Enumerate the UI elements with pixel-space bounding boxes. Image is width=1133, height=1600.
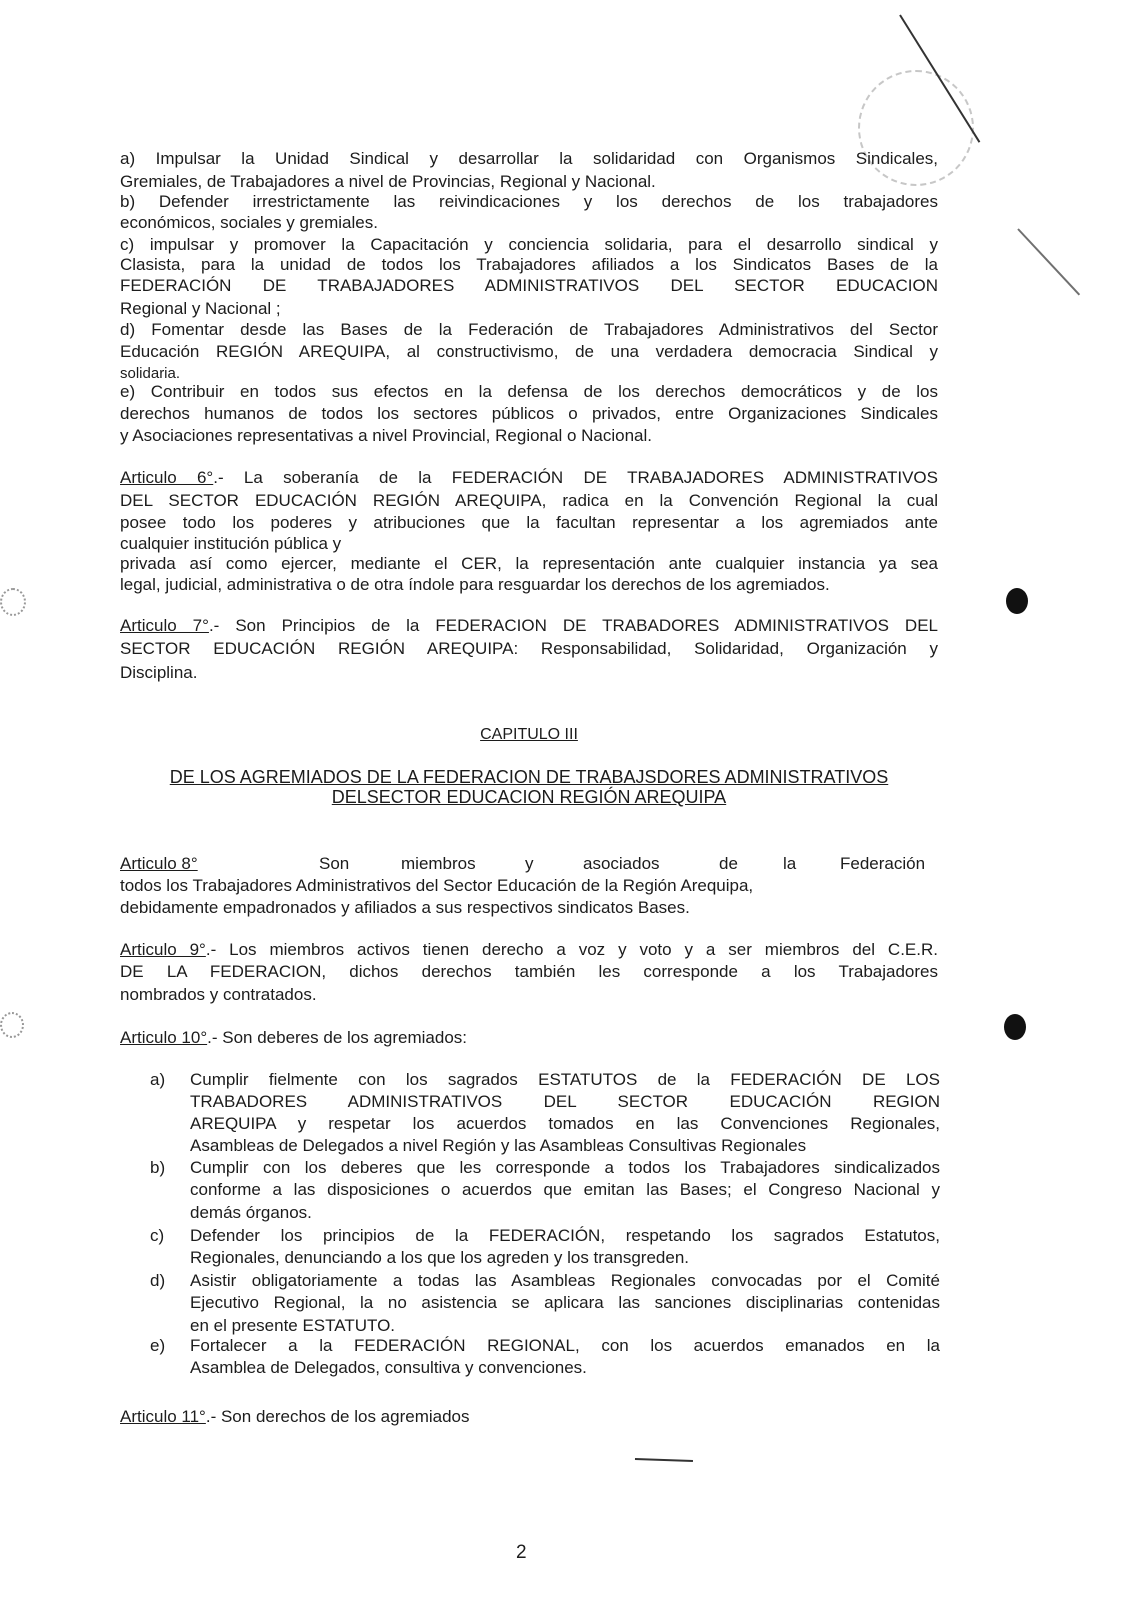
article-8-word: Son — [319, 854, 350, 873]
intro-item-e-line-2: derechos humanos de todos los sectores públicos o privados, entre Organizaciones Sindicales — [120, 404, 938, 423]
article-6-heading: Articulo 6° — [120, 468, 214, 487]
article-8-word: miembros — [401, 854, 476, 873]
punch-hole-mark — [1006, 588, 1028, 614]
duty-item-line: Defender los principios de la FEDERACIÓN, respetando los sagrados Estatutos, — [190, 1226, 940, 1245]
punch-hole-mark — [1004, 1014, 1026, 1040]
article-8-line-3: debidamente empadronados y afiliados a sus respectivos sindicatos Bases. — [120, 898, 690, 917]
duty-item-line: Fortalecer a la FEDERACIÓN REGIONAL, con los acuerdos emanados en la — [190, 1336, 940, 1355]
duty-item-line: en el presente ESTATUTO. — [190, 1316, 396, 1335]
duty-item-line: TRABADORES ADMINISTRATIVOS DEL SECTOR EDUCACIÓN REGION — [190, 1092, 940, 1111]
duty-item-line: Regionales, denunciando a los que los agreden y los transgreden. — [190, 1248, 690, 1267]
intro-item-c-line-4: Regional y Nacional ; — [120, 299, 281, 318]
duty-item-b — [150, 1157, 940, 1225]
article-9-line-2: DE LA FEDERACION, dichos derechos también les corresponde a los Trabajadores — [120, 962, 938, 981]
duty-item-line: conforme a las disposiciones o acuerdos que emitan las Bases; el Congreso Nacional y — [190, 1180, 940, 1199]
intro-item-e-line-1: e) Contribuir en todos sus efectos en la defensa de los derechos democráticos y de los — [120, 382, 938, 401]
intro-item-b-line-2: económicos, sociales y gremiales. — [120, 213, 378, 232]
article-8-word: Federación — [840, 854, 926, 873]
chapter-subtitle-line-1: DE LOS AGREMIADOS DE LA FEDERACION DE TRABAJSDORES ADMINISTRATIVOS — [169, 767, 889, 787]
page-number: 2 — [516, 1542, 527, 1563]
duty-item-label: c) — [150, 1226, 165, 1245]
edge-line — [1017, 228, 1080, 295]
duty-item-label: a) — [150, 1070, 166, 1089]
article-8-word: de — [719, 854, 738, 873]
intro-item-d-line-3: solidaria. — [120, 365, 181, 382]
article-6-line-5: privada así como ejercer, mediante el CER, la representación ante cualquier instancia ya sea — [120, 554, 938, 573]
article-6-line-3: posee todo los poderes y atribuciones que la facultan representar a los agremiados ante — [120, 513, 938, 532]
article-10-intro: Articulo 10°.- Son deberes de los agremiados: — [120, 1028, 467, 1047]
intro-item-d-line-1: d) Fomentar desde las Bases de la Federación de Trabajadores Administrativos del Sector — [120, 320, 938, 339]
duty-item-label: d) — [150, 1271, 166, 1290]
article-7-line-3: Disciplina. — [120, 663, 198, 682]
article-8-word: y — [525, 854, 534, 873]
intro-item-a-line-2: Gremiales, de Trabajadores a nivel de Provincias, Regional y Nacional. — [120, 172, 656, 191]
duty-item-line: Asambleas de Delegados a nivel Región y las Asambleas Consultivas Regionales — [190, 1136, 807, 1155]
article-7-heading: Articulo 7° — [120, 616, 209, 635]
article-9-line-3: nombrados y contratados. — [120, 985, 317, 1004]
intro-item-b-line-1: b) Defender irrestrictamente las reivindicaciones y los derechos de los trabajadores — [120, 192, 938, 211]
duty-item-line: Ejecutivo Regional, la no asistencia se aplicara las sanciones disciplinarias contenidas — [190, 1293, 940, 1312]
article-8-word: la — [783, 854, 797, 873]
duty-item-label: e) — [150, 1336, 166, 1355]
article-8-word: asociados — [583, 854, 660, 873]
article-7-line-1: Articulo 7°.- Son Principios de la FEDERACION DE TRABADORES ADMINISTRATIVOS DEL — [120, 616, 938, 635]
scan-smudge — [0, 1012, 24, 1038]
duty-item-label: b) — [150, 1158, 166, 1177]
duty-item-line: Asistir obligatoriamente a todas las Asambleas Regionales convocadas por el Comité — [190, 1271, 940, 1290]
article-8-heading: Articulo 8° — [120, 854, 198, 873]
article-6-line-4: cualquier institución pública y — [120, 534, 342, 553]
article-6-line-2: DEL SECTOR EDUCACIÓN REGIÓN AREQUIPA, radica en la Convención Regional la cual — [120, 491, 938, 510]
duty-item-c — [150, 1225, 940, 1271]
duty-item-a — [150, 1069, 940, 1159]
intro-item-e-line-3: y Asociaciones representativas a nivel Provincial, Regional o Nacional. — [120, 426, 653, 445]
article-8-line-1 — [120, 852, 938, 875]
article-8-line-2: todos los Trabajadores Administrativos del Sector Educación de la Región Arequipa, — [120, 876, 754, 895]
intro-item-a-line-1: a) Impulsar la Unidad Sindical y desarrollar la solidaridad con Organismos Sindicales, — [120, 149, 938, 168]
article-9-line-1: Articulo 9°.- Los miembros activos tienen derecho a voz y voto y a ser miembros del C.E.R. — [120, 940, 938, 959]
article-9-heading: Articulo 9° — [120, 940, 206, 959]
chapter-subtitle-line-2: DELSECTOR EDUCACION REGIÓN AREQUIPA — [331, 787, 727, 807]
duty-item-line: Asamblea de Delegados, consultiva y convenciones. — [190, 1358, 587, 1377]
duty-item-line: demás órganos. — [190, 1203, 312, 1222]
intro-item-c-line-1: c) impulsar y promover la Capacitación y conciencia solidaria, para el desarrollo sindical y — [120, 235, 938, 254]
duty-item-line: AREQUIPA y respetar los acuerdos tomados en las Convenciones Regionales, — [190, 1114, 940, 1133]
scan-smudge — [0, 588, 26, 616]
article-10-heading: Articulo 10° — [120, 1028, 208, 1047]
article-11-intro: Articulo 11°.- Son derechos de los agremiados — [120, 1407, 470, 1426]
duty-item-line: Cumplir fielmente con los sagrados ESTATUTOS de la FEDERACIÓN DE LOS — [190, 1070, 940, 1089]
article-7-line-2: SECTOR EDUCACIÓN REGIÓN AREQUIPA: Responsabilidad, Solidaridad, Organización y — [120, 639, 938, 658]
intro-item-c-line-3: FEDERACIÓN DE TRABAJADORES ADMINISTRATIVOS DEL SECTOR EDUCACION — [120, 276, 938, 295]
article-11-heading: Articulo 11° — [120, 1407, 206, 1426]
pen-mark — [635, 1458, 693, 1462]
intro-item-d-line-2: Educación REGIÓN AREQUIPA, al constructivismo, de una verdadera democracia Sindical y — [120, 342, 938, 361]
intro-item-c-line-2: Clasista, para la unidad de todos los Trabajadores afiliados a los Sindicatos Bases de la — [120, 255, 938, 274]
duty-item-e — [150, 1335, 940, 1381]
article-6-line-6: legal, judicial, administrativa o de otra índole para resguardar los derechos de los agremiados. — [120, 575, 830, 594]
article-6-line-1: Articulo 6°.- La soberanía de la FEDERACIÓN DE TRABAJADORES ADMINISTRATIVOS — [120, 468, 938, 487]
duty-item-line: Cumplir con los deberes que les corresponde a todos los Trabajadores sindicalizados — [190, 1158, 940, 1177]
duty-item-d — [150, 1270, 940, 1338]
chapter-title: CAPITULO III — [480, 726, 578, 743]
